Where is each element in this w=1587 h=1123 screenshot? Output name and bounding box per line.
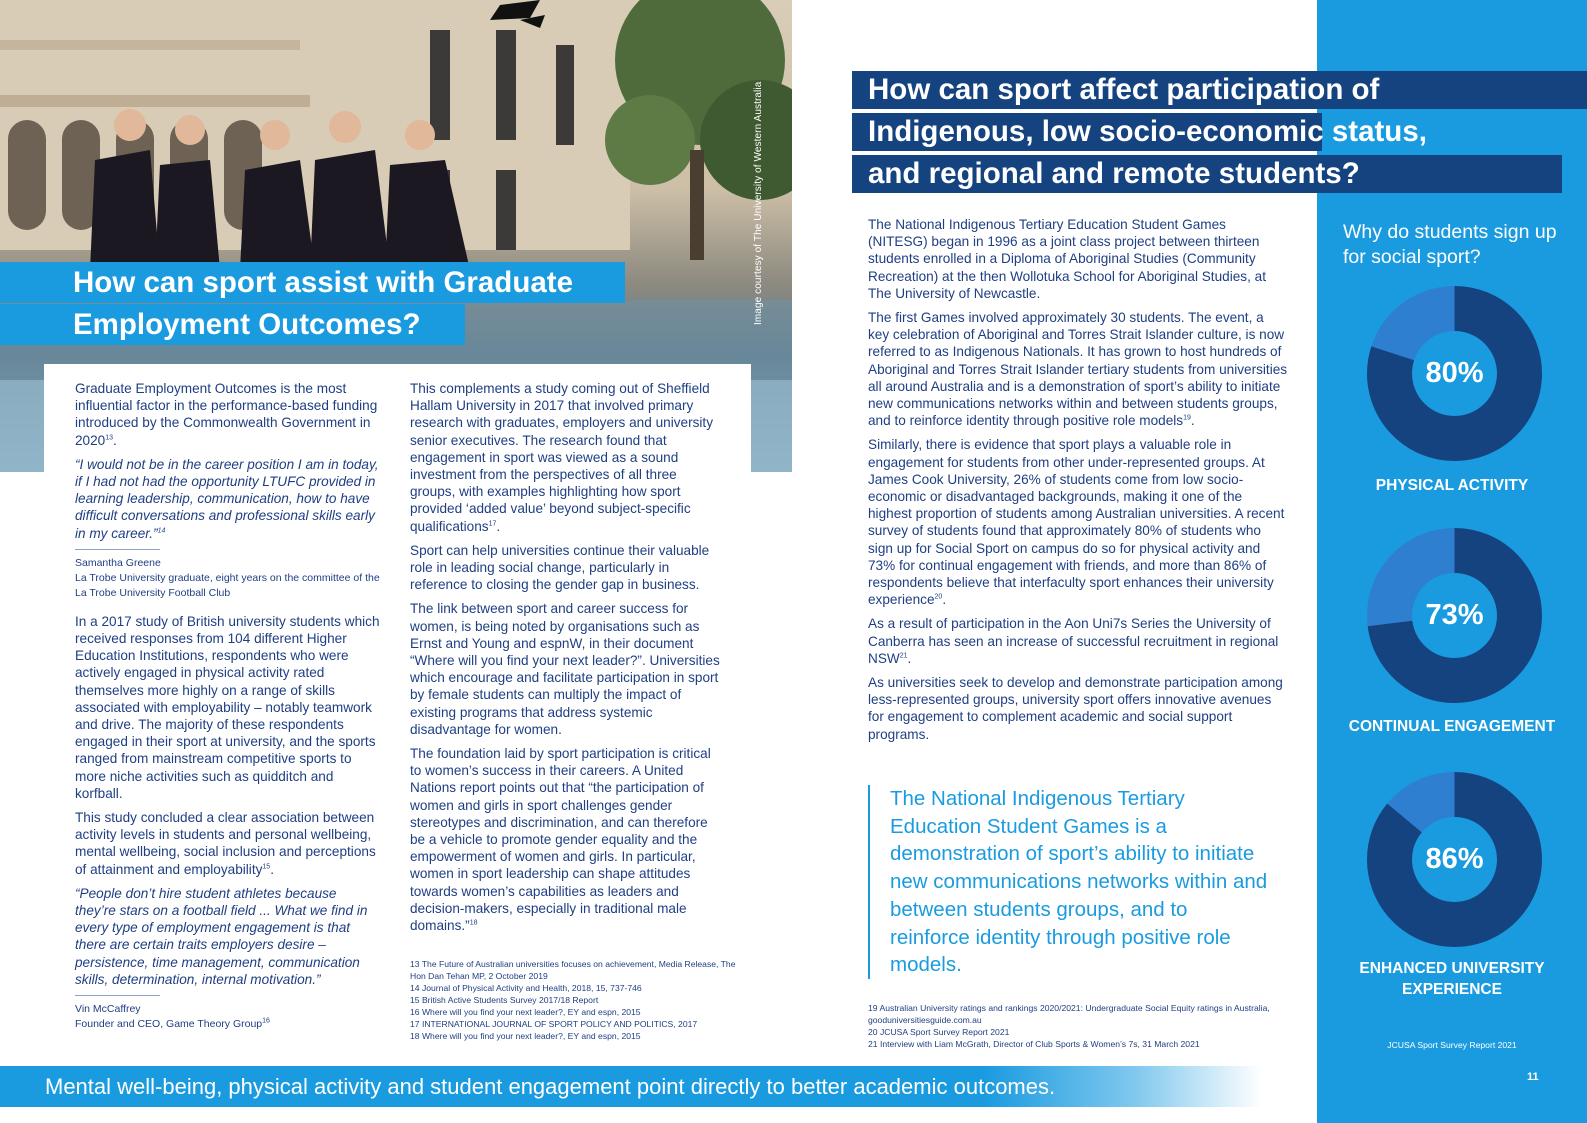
stat-label: ENHANCED UNIVERSITY EXPERIENCE: [1359, 960, 1545, 998]
donut-value-label: 86%: [1425, 843, 1484, 875]
right-heading-line-1: How can sport affect participation of: [852, 71, 1587, 109]
paragraph: The foundation laid by sport participation is critical to women’s success in their careers. A United Nations report points out that “the participation of women and girls in sport challenges gender stereotypes and discrimination, and can therefore be a vehicle to promote gender equality and the empowerment of women and girls. In particular, women in sport leadership can shape attitudes towards women’s capabilities as leaders and decision-makers, especially in traditional male domains.”$^{18}$: [410, 746, 711, 934]
donut-chart-physical-activity: [1367, 286, 1542, 461]
divider: [75, 995, 160, 996]
right-heading-line-2: Indigenous, low socio-economic status,: [852, 113, 1322, 151]
quote: “I would not be in the career position I am in today, if I had not had the opportunity LTUFC provided in learning leadership, communication, how to have difficult conversations and professional skills early in my career.”$^{14}$: [75, 456, 379, 541]
paragraph: Similarly, there is evidence that sport plays a valuable role in engagement for students from other under-represented groups. At James Cook University, 26% of students come from low socio-economic or disadvantaged backgrounds, making it one of the highest proportion of students among Australian universities. A recent survey of students found that approximately 80% of students who sign up for Social Sport on campus do so for physical activity and 73% for continual engagement with friends, and more than 86% of respondents believe that interfaculty sport enhances their university experience$^{20}$.: [868, 437, 1285, 608]
page-number: 11: [1527, 1071, 1539, 1083]
paragraph: Graduate Employment Outcomes is the most influential factor in the performance-based funding introduced by the Commonwealth Government in 2020$^{13}$.: [75, 381, 378, 448]
stat-label: CONTINUAL ENGAGEMENT: [1348, 718, 1556, 735]
paragraph: This study concluded a clear association between activity levels in students and personal wellbeing, mental wellbeing, social inclusion and perceptions of attainment and employability$^{15}$.: [75, 810, 376, 877]
paragraph: In a 2017 study of British university students which received responses from 104 different Higher Education Institutions, respondents who were actively engaged in physical activity rated themselves more highly on a range of skills associated with employability – notably teamwork and drive. The majority of these respondents engaged in their sport at university, and the sports ranged from mainstream competitive sports to more niche activities such as quidditch and korfball.: [75, 613, 380, 801]
footnote: 13 The Future of Australian universities focuses on achievement, Media Release, The Hon Dan Tehan MP, 2 October 2019: [410, 959, 736, 981]
right-column: [868, 216, 1288, 750]
banner-text: Mental well-being, physical activity and student engagement point directly to better academic outcomes.: [45, 1074, 1056, 1099]
photo-credit: Image courtesy of The University of Western Australia: [753, 81, 764, 325]
pull-quote: The National Indigenous Tertiary Education Student Games is a demonstration of sport’s ability to initiate new communications networks within and between students groups, and to reinforce identity through positive role models.: [868, 785, 1268, 979]
right-heading-line-3: and regional and remote students?: [852, 155, 1562, 193]
bottom-banner: [0, 1066, 1262, 1107]
footnotes-right: [868, 1002, 1288, 1050]
stat-label: PHYSICAL ACTIVITY: [1375, 477, 1529, 494]
donut-value-label: 80%: [1425, 357, 1484, 389]
footnotes-left: [410, 958, 740, 1042]
paragraph: Sport can help universities continue their valuable role in leading social change, particularly in reference to closing the gender gap in business.: [410, 542, 710, 593]
divider: [75, 549, 160, 550]
donut-chart-enhanced-experience: [1367, 772, 1542, 947]
paragraph: This complements a study coming out of Sheffield Hallam University in 2017 that involved primary research with graduates, employers and university senior executives. The research found that engagement in sport was viewed as a sound investment from the perspectives of all three groups, with examples highlighting how sport provided ‘added value’ beyond subject-specific qualifications$^{17}$.: [410, 381, 713, 534]
footnote: 17 INTERNATIONAL JOURNAL OF SPORT POLICY AND POLITICS, 2017: [410, 1019, 698, 1029]
quote-attribution: Vin McCaffrey Founder and CEO, Game Theory Group$^{16}$: [75, 1003, 270, 1031]
paragraph: As universities seek to develop and demonstrate participation among less-represented groups, university sport offers innovative avenues for engagement to complement academic and social support programs.: [868, 675, 1283, 742]
footnote: 15 British Active Students Survey 2017/18 Report: [410, 995, 599, 1005]
footnote: 14 Journal of Physical Activity and Health, 2018, 15, 737-746: [410, 983, 642, 993]
paragraph: The National Indigenous Tertiary Education Student Games (NITESG) began in 1996 as a joint class project between thirteen students enrolled in a Diploma of Aboriginal Studies (Community Recreation) at the then Wollotuka School for Aboriginal Studies, at The University of Newcastle.: [868, 217, 1266, 301]
footnote: 18 Where will you find your next leader?, EY and espn, 2015: [410, 1031, 641, 1041]
paragraph: The link between sport and career success for women, is being noted by organisations such as Ernst and Young and espnW, in their document “Where will you find your next leader?”. Universities which encourage and facilitate participation in sport by female students can multiply the impact of existing programs that address systemic disadvantage for women.: [410, 601, 720, 737]
left-heading-line-1: How can sport assist with Graduate: [0, 262, 625, 303]
footnote: 21 Interview with Liam McGrath, Director of Club Sports & Women’s 7s, 31 March 2021: [868, 1039, 1200, 1049]
paragraph: As a result of participation in the Aon Uni7s Series the University of Canberra has seen an increase of successful recruitment in regional NSW$^{21}$.: [868, 616, 1279, 666]
left-section-heading: [0, 262, 625, 345]
donut-value-label: 73%: [1425, 599, 1484, 631]
footnote: 19 Australian University ratings and rankings 2020/2021: Undergraduate Social Equity ratings in Australia, gooduniversitiesguide.com.au: [868, 1003, 1270, 1025]
donut-chart-continual-engagement: [1367, 528, 1542, 703]
sidebar-title: Why do students sign up for social sport?: [1343, 221, 1557, 268]
quote: “People don’t hire student athletes because they’re stars on a football field ... What we find in every type of employment engagement is that there are certain traits employers desire – persistence, time management, communication skills, determination, internal motivation.”: [75, 885, 368, 987]
right-section-heading: [852, 71, 1587, 197]
left-column-b: [410, 380, 720, 941]
left-column-a: [75, 380, 380, 1044]
chart-source: JCUSA Sport Survey Report 2021: [1387, 1040, 1517, 1050]
footnote: 16 Where will you find your next leader?, EY and espn, 2015: [410, 1007, 641, 1017]
paragraph: The first Games involved approximately 30 students. The event, a key celebration of Aboriginal and Torres Strait Islander culture, is now referred to as Indigenous Nationals. It has grown to host hundreds of Aboriginal and Torres Strait Islander tertiary students from universities all around Australia and is a demonstration of sport’s ability to initiate new communications networks within and between students groups, and to reinforce identity through positive role models$^{19}$.: [868, 310, 1288, 429]
left-heading-line-2: Employment Outcomes?: [0, 304, 465, 345]
footnote: 20 JCUSA Sport Survey Report 2021: [868, 1027, 1010, 1037]
quote-attribution: Samantha Greene La Trobe University graduate, eight years on the committee of the La Trobe University Football Club: [75, 556, 380, 599]
